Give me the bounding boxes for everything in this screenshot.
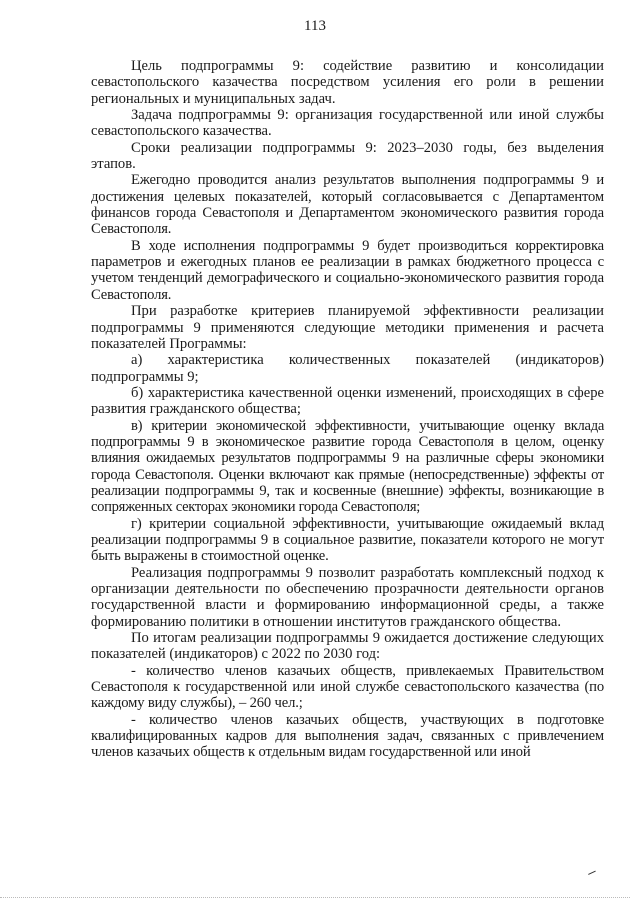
paragraph-task: Задача подпрограммы 9: организация государственной или иной службы севастопольского казачества. xyxy=(91,107,604,140)
paragraph-annual-analysis: Ежегодно проводится анализ результатов выполнения подпрограммы 9 и достижения целевых показателей, который согласовывается с Департаментом финансов города Севастополя и Департаментом экономического развития города Севастополя. xyxy=(91,172,604,238)
page-bottom-edge xyxy=(0,897,630,898)
list-item-a: а) характеристика количественных показателей (индикаторов) подпрограммы 9; xyxy=(91,352,604,385)
list-item-c: в) критерии экономической эффективности, учитывающие оценку вклада подпрограммы 9 в экономическое развитие города Севастополя в целом, оценку влияния ожидаемых результатов подпрограммы 9 на различные сферы экономики города Севастополя. Оценки включают как прямые (непосредственные) эффекты от реализации подпрограммы 9, так и косвенные (внешние) эффекты, возникающие в сопряженных секторах экономики города Севастополя; xyxy=(91,417,604,516)
paragraph-timeline: Сроки реализации подпрограммы 9: 2023–2030 годы, без выделения этапов. xyxy=(91,139,604,173)
paragraph-adjustment: В ходе исполнения подпрограммы 9 будет производиться корректировка параметров и ежегодных планов ее реализации в рамках бюджетного процесса с учетом тенденций демографического и социально-экономического развития города Севастополя. xyxy=(91,237,604,303)
paragraph-goal: Цель подпрограммы 9: содействие развитию и консолидации севастопольского казачества посредством усиления его роли в решении региональных и муниципальных задач. xyxy=(91,58,604,107)
list-item-b: б) характеристика качественной оценки изменений, происходящих в сфере развития гражданского общества; xyxy=(91,384,604,418)
indicator-item-1: - количество членов казачьих обществ, привлекаемых Правительством Севастополя к государственной или иной службе севастопольского казачества (по каждому виду службы), – 260 чел.; xyxy=(91,662,604,712)
paragraph-criteria-intro: При разработке критериев планируемой эффективности реализации подпрограммы 9 применяются следующие методики применения и расчета показателей Программы: xyxy=(91,303,604,352)
scan-mark xyxy=(588,871,598,880)
paragraph-results-intro: По итогам реализации подпрограммы 9 ожидается достижение следующих показателей (индикаторов) с 2022 по 2030 год: xyxy=(91,630,604,663)
indicator-item-2: - количество членов казачьих обществ, участвующих в подготовке квалифицированных кадров для выполнения задач, связанных с привлечением членов казачьих обществ к отдельным видам государственной или иной xyxy=(91,711,604,761)
list-item-d: г) критерии социальной эффективности, учитывающие ожидаемый вклад реализации подпрограммы 9 в социальное развитие, показатели которого не могут быть выражены в стоимостной оценке. xyxy=(91,515,604,565)
page-number: 113 xyxy=(304,18,326,34)
document-body xyxy=(91,58,604,761)
paragraph-implementation: Реализация подпрограммы 9 позволит разработать комплексный подход к организации деятельности по обеспечению прозрачности деятельности органов государственной власти и формированию информационной среды, а также формированию политики в отношении институтов гражданского общества. xyxy=(91,564,604,630)
